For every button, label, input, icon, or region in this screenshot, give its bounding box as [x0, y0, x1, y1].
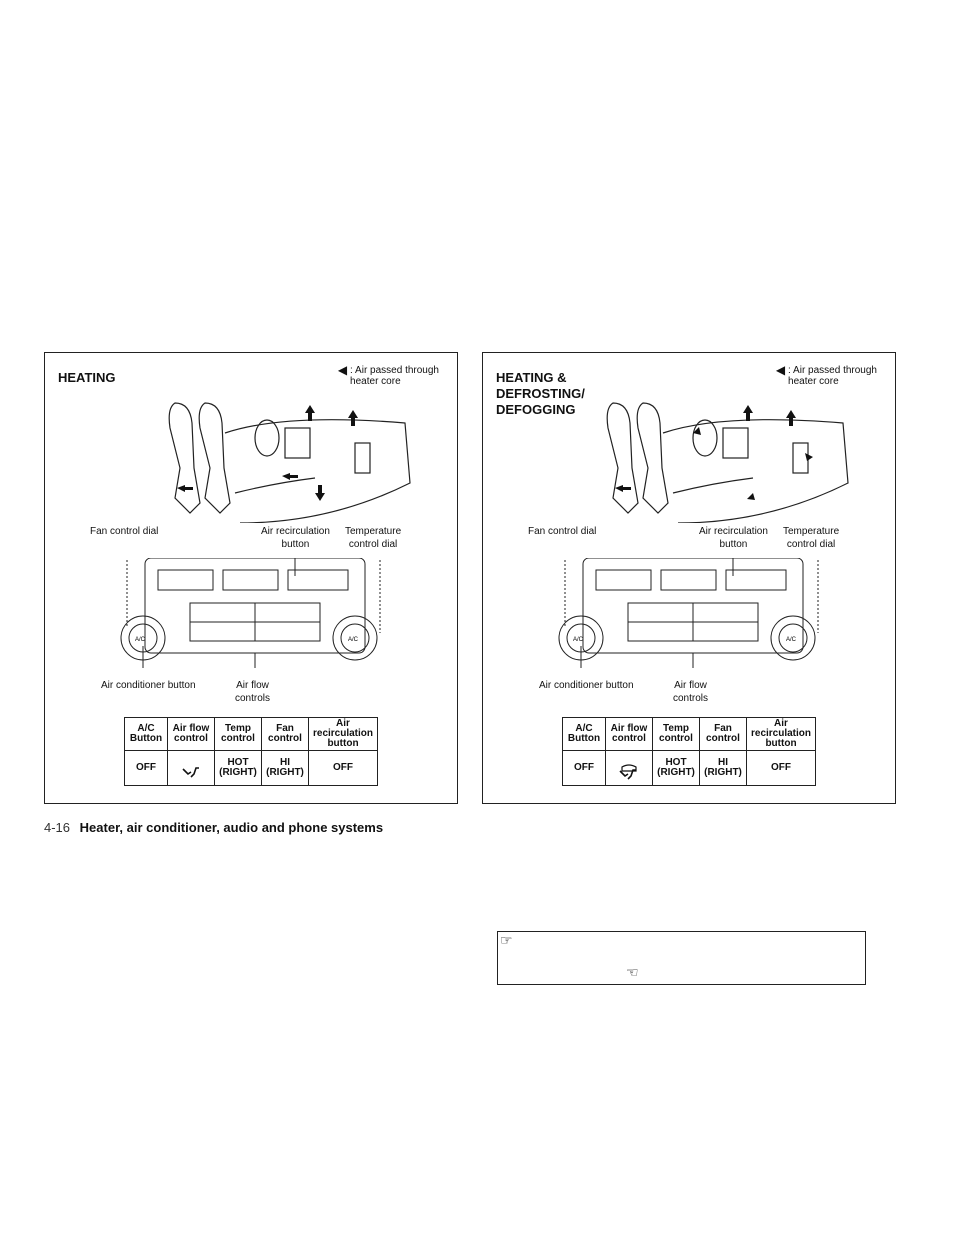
legend-text: : Air passed through heater core: [350, 365, 439, 387]
table-header: A/C Button: [563, 718, 606, 751]
table-cell: OFF: [309, 751, 378, 786]
fan-dial-label: Fan control dial: [528, 526, 597, 537]
section-title: Heater, air conditioner, audio and phone systems: [79, 820, 384, 835]
temp-dial-text: A/C: [348, 637, 359, 643]
temp-dial-label: Temperature control dial: [783, 526, 840, 550]
table-header-row: [125, 718, 378, 751]
recirc-button-label: Air recirculation button: [261, 526, 330, 550]
ac-button-label: Air conditioner button: [101, 680, 196, 691]
pointing-hand-icon: ☞: [500, 932, 513, 948]
legend: [338, 365, 439, 387]
table-cell: OFF: [125, 751, 168, 786]
table-header: Air recirculation button: [309, 718, 378, 751]
temp-dial-label: Temperature control dial: [345, 526, 402, 550]
table-header: Air flow control: [168, 718, 215, 751]
table-row: [563, 751, 816, 786]
defrost-foot-vent-icon: [606, 751, 653, 786]
pointing-hand-icon: ☜: [626, 964, 639, 980]
settings-table: [562, 717, 816, 786]
heating-diagram: [44, 352, 458, 804]
table-header: Fan control: [700, 718, 747, 751]
left-arrow-icon: ◀: [775, 363, 786, 377]
temp-dial-text: A/C: [786, 637, 797, 643]
table-cell: OFF: [747, 751, 816, 786]
table-header: Air flow control: [606, 718, 653, 751]
table-row: [125, 751, 378, 786]
legend-text: : Air passed through heater core: [788, 365, 877, 387]
legend: [776, 365, 877, 387]
left-arrow-icon: ◀: [337, 363, 348, 377]
table-header-row: [563, 718, 816, 751]
table-header: Fan control: [262, 718, 309, 751]
panel-title: HEATING: [58, 370, 116, 385]
airflow-controls-label: Air flow controls: [673, 680, 709, 704]
table-header: Temp control: [215, 718, 262, 751]
table-cell: HOT (RIGHT): [215, 751, 262, 786]
page-number: 4-16: [44, 820, 71, 835]
recirc-button-label: Air recirculation button: [699, 526, 768, 550]
cabin-illustration: [543, 393, 863, 523]
table-header: Temp control: [653, 718, 700, 751]
page-footer: [44, 820, 383, 835]
ac-dial-text: A/C: [573, 637, 584, 643]
table-header: Air recirculation button: [747, 718, 816, 751]
foot-vent-icon: [168, 751, 215, 786]
ac-dial-text: A/C: [135, 637, 146, 643]
heating-defrosting-diagram: [482, 352, 896, 804]
cabin-illustration: [105, 393, 425, 523]
table-cell: OFF: [563, 751, 606, 786]
table-cell: HI (RIGHT): [700, 751, 747, 786]
table-header: A/C Button: [125, 718, 168, 751]
control-panel: [553, 558, 833, 668]
panel-title: HEATING & DEFROSTING/ DEFOGGING: [496, 370, 585, 417]
airflow-controls-label: Air flow controls: [235, 680, 271, 704]
ac-button-label: Air conditioner button: [539, 680, 634, 691]
table-cell: HI (RIGHT): [262, 751, 309, 786]
fan-dial-label: Fan control dial: [90, 526, 159, 537]
control-panel: [115, 558, 395, 668]
table-cell: HOT (RIGHT): [653, 751, 700, 786]
settings-table: [124, 717, 378, 786]
note-box: [497, 931, 866, 985]
